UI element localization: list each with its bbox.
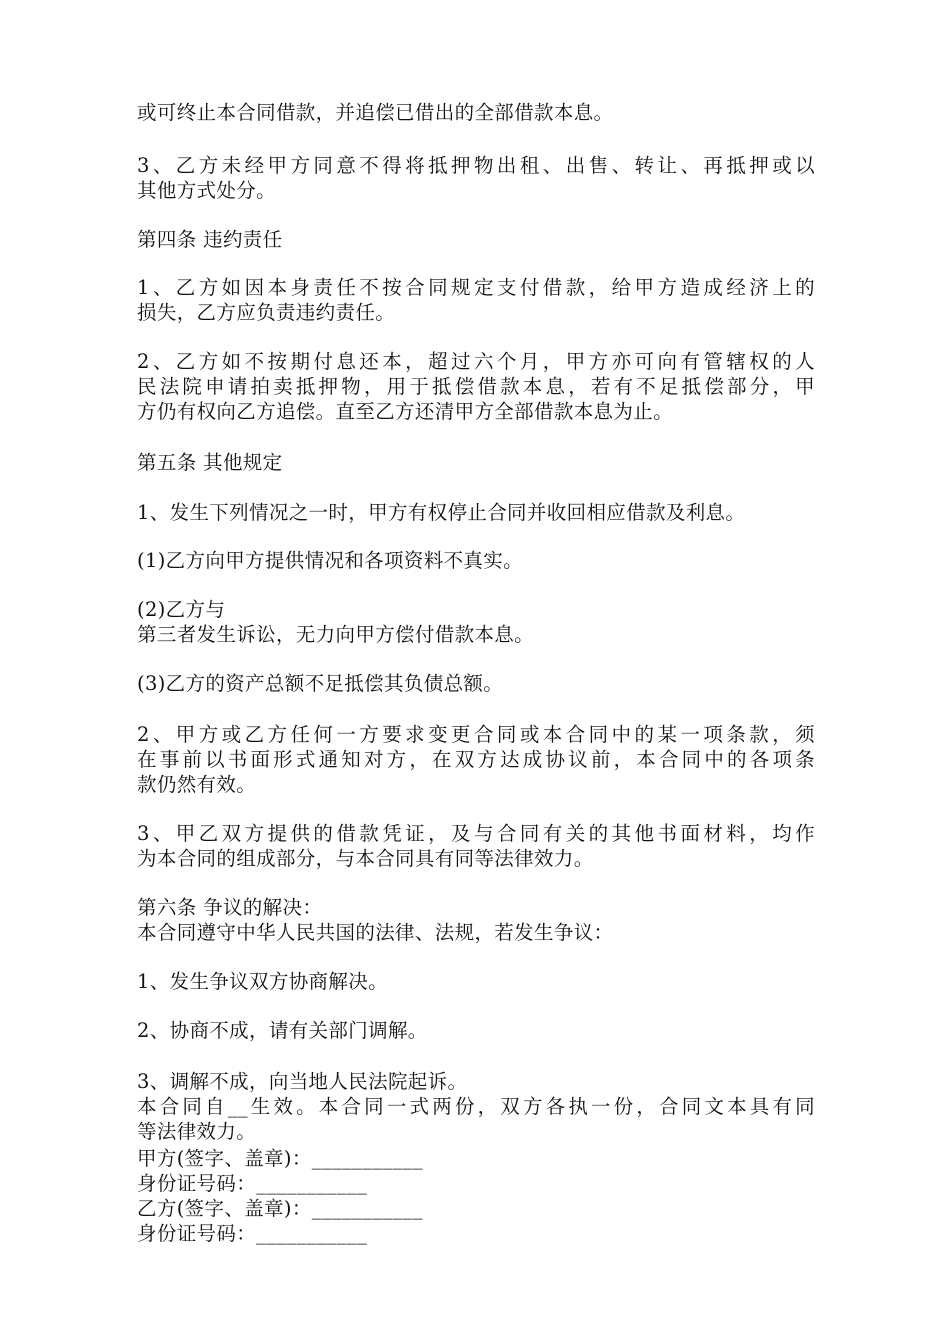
text-line-13: (2)乙方与: [137, 598, 226, 621]
party-a-id-line: 身份证号码：___________: [137, 1172, 368, 1195]
text-line-12: (1)乙方向甲方提供情况和各项资料不真实。: [137, 549, 523, 572]
section-heading-4: 第四条 违约责任: [137, 228, 283, 251]
text-line-26: 本合同自__生效。本合同一式两份，双方各执一份，合同文本具有同: [137, 1095, 815, 1118]
text-line-24: 2、协商不成，请有关部门调解。: [137, 1019, 428, 1042]
text-line-19: 3、甲乙双方提供的借款凭证，及与合同有关的其他书面材料，均作: [137, 822, 815, 845]
text-line-15: (3)乙方的资产总额不足抵偿其负债总额。: [137, 672, 504, 695]
text-line-1: 或可终止本合同借款，并追偿已借出的全部借款本息。: [137, 101, 614, 124]
text-line-14: 第三者发生诉讼，无力向甲方偿付借款本息。: [137, 623, 535, 646]
party-a-signature-line: 甲方(签字、盖章)：___________: [137, 1147, 423, 1170]
section-heading-5: 第五条 其他规定: [137, 451, 283, 474]
text-line-3: 其他方式处分。: [137, 179, 276, 202]
text-line-9: 方仍有权向乙方追偿。直至乙方还清甲方全部借款本息为止。: [137, 400, 673, 423]
party-b-signature-line: 乙方(签字、盖章)：___________: [137, 1197, 423, 1220]
party-b-id-line: 身份证号码：___________: [137, 1222, 368, 1245]
text-line-20: 为本合同的组成部分，与本合同具有同等法律效力。: [137, 847, 594, 870]
text-line-5: 1、乙方如因本身责任不按合同规定支付借款，给甲方造成经济上的: [137, 276, 815, 299]
text-line-7: 2、乙方如不按期付息还本，超过六个月，甲方亦可向有管辖权的人: [137, 350, 815, 373]
text-line-23: 1、发生争议双方协商解决。: [137, 970, 388, 993]
text-line-11: 1、发生下列情况之一时，甲方有权停止合同并收回相应借款及利息。: [137, 501, 746, 524]
text-line-18: 款仍然有效。: [137, 773, 257, 796]
text-line-25: 3、调解不成，向当地人民法院起诉。: [137, 1070, 468, 1093]
text-line-8: 民法院申请拍卖抵押物，用于抵偿借款本息，若有不足抵偿部分，甲: [137, 375, 815, 398]
text-line-22: 本合同遵守中华人民共国的法律、法规，若发生争议：: [137, 921, 614, 944]
text-line-2: 3、乙方未经甲方同意不得将抵押物出租、出售、转让、再抵押或以: [137, 154, 815, 177]
section-heading-6: 第六条 争议的解决：: [137, 896, 323, 919]
text-line-16: 2、甲方或乙方任何一方要求变更合同或本合同中的某一项条款，须: [137, 723, 815, 746]
text-line-27: 等法律效力。: [137, 1120, 257, 1143]
text-line-6: 损失，乙方应负责违约责任。: [137, 301, 396, 324]
text-line-17: 在事前以书面形式通知对方，在双方达成协议前，本合同中的各项条: [137, 748, 815, 771]
